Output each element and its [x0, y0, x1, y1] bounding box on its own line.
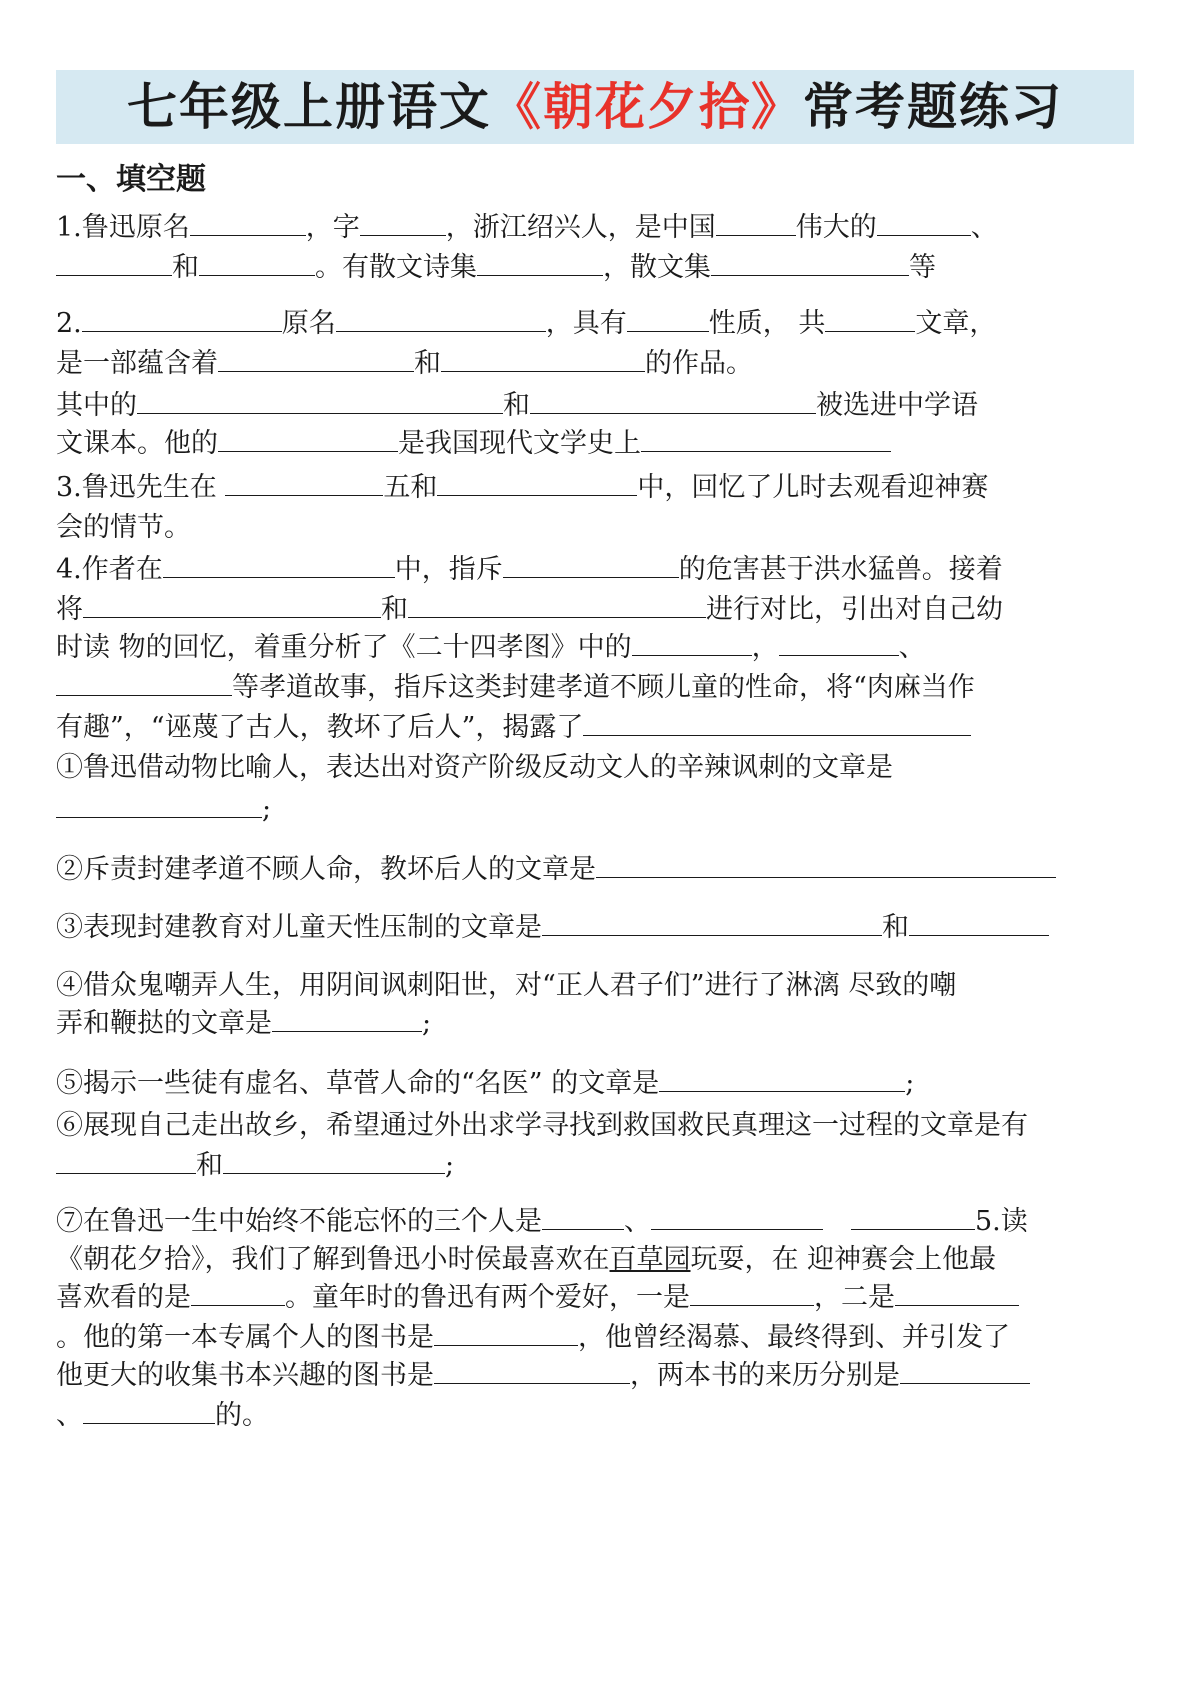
blank[interactable]	[218, 427, 398, 452]
blank[interactable]	[711, 251, 909, 276]
blank[interactable]	[900, 1359, 1030, 1384]
blank[interactable]	[336, 307, 546, 332]
blank[interactable]	[632, 631, 752, 656]
blank[interactable]	[542, 1205, 624, 1230]
q4-line2: 将 和 进行对比，引出对自己幼	[56, 594, 1003, 625]
blank[interactable]	[191, 1281, 285, 1306]
item-6-line2: 和 ;	[56, 1146, 454, 1186]
title-book-name: 《朝花夕拾》	[491, 78, 803, 136]
item-6-line1: ⑥展现自己走出故乡，希望通过外出求学寻找到救国救民真理这一过程的文章是有	[56, 1110, 1028, 1141]
blank[interactable]	[877, 211, 971, 236]
blank[interactable]	[434, 1359, 630, 1384]
q1-line2: 和 。有散文诗集 ，散文集 等	[56, 248, 936, 288]
q5-line2: 喜欢看的是 。童年时的鲁迅有两个爱好，一是 ，二是	[56, 1278, 1019, 1318]
blank[interactable]	[272, 1007, 422, 1032]
q1-line1: 1.鲁迅原名 ，字 ，浙江绍兴人，是中国 伟大的 、	[56, 212, 998, 243]
blank[interactable]	[542, 911, 882, 936]
q4-line4: 等孝道故事，指斥这类封建孝道不顾儿童的性命，将“肉麻当作	[56, 668, 975, 708]
q2-line4: 文课本。他的 是我国现代文学史上	[56, 424, 891, 464]
blank[interactable]	[651, 1205, 823, 1230]
q2-line3: 其中的 和 被选进中学语	[56, 390, 978, 421]
blank[interactable]	[137, 389, 503, 414]
q3-line1: 3.鲁迅先生在 五和 中，回忆了儿时去观看迎神赛	[56, 472, 989, 503]
blank[interactable]	[56, 671, 232, 696]
item-1-line2: ;	[56, 790, 271, 830]
blank[interactable]	[909, 911, 1049, 936]
blank[interactable]	[434, 1321, 578, 1346]
blank[interactable]	[437, 471, 637, 496]
q5-line5: 、 的。	[56, 1400, 269, 1431]
blank[interactable]	[83, 1399, 215, 1424]
blank[interactable]	[477, 251, 603, 276]
item-5: ⑤揭示一些徒有虚名、草菅人命的“名医” 的文章是 ;	[56, 1068, 915, 1099]
blank[interactable]	[690, 1281, 814, 1306]
blank[interactable]	[583, 711, 971, 736]
blank[interactable]	[56, 251, 172, 276]
blank[interactable]	[225, 471, 383, 496]
q4-line3: 时读 物的回忆，着重分析了《二十四孝图》中的 ， 、	[56, 632, 926, 663]
title-prefix: 七年级上册语文	[127, 78, 491, 136]
blank[interactable]	[82, 307, 282, 332]
page-title	[56, 70, 1134, 144]
blank[interactable]	[360, 211, 446, 236]
blank[interactable]	[659, 1067, 905, 1092]
q3-line2: 会的情节。	[56, 512, 191, 543]
item-2: ②斥责封建孝道不顾人命，教坏后人的文章是	[56, 850, 1056, 890]
blank[interactable]	[596, 853, 1056, 878]
item-7-line1: ⑦在鲁迅一生中始终不能忘怀的三个人是 、 5.读	[56, 1206, 1028, 1237]
section-heading: 一、填空题	[56, 162, 206, 197]
blank[interactable]	[895, 1281, 1019, 1306]
blank[interactable]	[190, 211, 306, 236]
blank[interactable]	[825, 307, 915, 332]
q4-line1: 4.作者在 中，指斥 的危害甚于洪水猛兽。接着	[56, 554, 1003, 585]
q4-line5: 有趣”，“诬蔑了古人，教坏了后人”，揭露了	[56, 708, 971, 748]
blank[interactable]	[408, 593, 706, 618]
blank[interactable]	[56, 793, 262, 818]
q2-line1: 2. 原名 ，具有 性质， 共 文章，	[56, 308, 997, 339]
blank[interactable]	[56, 1149, 196, 1174]
q2-line2: 是一部蕴含着 和 的作品。	[56, 348, 753, 379]
item-3: ③表现封建教育对儿童天性压制的文章是 和	[56, 908, 1049, 948]
blank[interactable]	[627, 307, 709, 332]
blank[interactable]	[851, 1205, 975, 1230]
blank[interactable]	[779, 631, 899, 656]
title-banner	[56, 70, 1134, 144]
blank[interactable]	[716, 211, 796, 236]
item-4-line1: ④借众鬼嘲弄人生，用阴间讽刺阳世，对“正人君子们”进行了淋漓 尽致的嘲	[56, 970, 957, 1001]
q5-line4: 他更大的收集书本兴趣的图书是 ，两本书的来历分别是	[56, 1356, 1030, 1396]
blank[interactable]	[83, 593, 381, 618]
q5-line3: 。他的第一本专属个人的图书是 ，他曾经渴慕、最终得到、并引发了	[56, 1322, 1010, 1353]
blank[interactable]	[163, 553, 395, 578]
q5-line1: 《朝花夕拾》，我们了解到鲁迅小时侯最喜欢在百草园玩耍，在 迎神赛会上他最	[56, 1244, 997, 1275]
title-suffix: 常考题练习	[803, 78, 1063, 136]
blank[interactable]	[223, 1149, 445, 1174]
item-1-line1: ①鲁迅借动物比喻人，表达出对资产阶级反动文人的辛辣讽刺的文章是	[56, 752, 893, 783]
blank[interactable]	[199, 251, 315, 276]
blank[interactable]	[641, 427, 891, 452]
item-4-line2: 弄和鞭挞的文章是 ;	[56, 1008, 432, 1039]
blank[interactable]	[530, 389, 816, 414]
blank[interactable]	[503, 553, 679, 578]
blank[interactable]	[441, 347, 645, 372]
blank[interactable]	[218, 347, 414, 372]
